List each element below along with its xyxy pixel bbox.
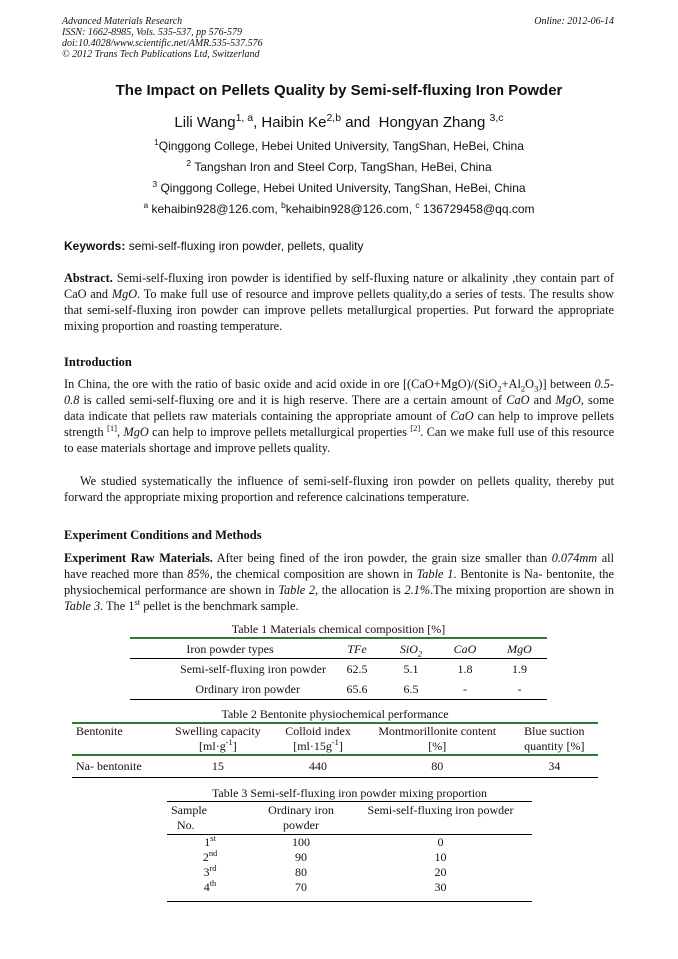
intro-text-f: , some data indicate that pellets raw materials containing the appropriate amount of [64,393,614,423]
table1-cell: 1.9 [512,661,527,676]
experiment-text-2: all have reached more than [64,551,615,581]
intro-cao-1: CaO [506,393,530,407]
table2-header-blue-suction [511,724,598,754]
experiment-table1-ref[interactable]: Table 1 [416,567,454,581]
table1-header-cao: CaO [453,641,477,656]
journal-issn: ISSN: 1662-8985, Vols. 535-537, pp 576-579 [62,27,242,38]
table2-h4a: Montmorillonite content [378,724,497,738]
table2-h5a: Blue suction [524,724,585,738]
author-1: Lili Wang [174,114,236,131]
experiment-text-5: , the allocation is [315,583,401,597]
affiliation-1-text: Qinggong College, Hebei United University, TangShan, HeBei, China [158,139,524,153]
intro-text-e: is called semi-self-fluxing ore and it is high reserve. There are a certain amount of [83,393,503,407]
table3-h1a: Sample [171,803,207,817]
table3-sample-sup: rd [209,864,217,873]
table1-cell: 5.1 [403,661,419,676]
intro-ref-2[interactable]: [2] [410,422,421,433]
affiliation-3-sup: 3 [152,179,158,189]
author-2-sup: 2,b [326,112,342,124]
table3-cell: 100 [292,835,310,849]
table2-h2b: [ml·g [199,739,226,753]
keywords-label: Keywords: [64,239,126,253]
table1-top-rule [130,637,547,639]
table3-sample-sup: nd [208,849,218,858]
experiment-text-6: .The mixing proportion are shown in [430,583,615,597]
intro-and: and [533,393,552,407]
intro-sub-2: 2 [520,383,526,394]
table2-row [72,756,598,776]
table2-cell: 80 [431,758,444,773]
intro-mgo-1: MgO [555,393,581,407]
abstract-mgo: MgO [111,287,138,301]
experiment-label: Experiment Raw Materials. [64,551,213,565]
experiment-st: st [134,596,141,607]
table3-sample: 3 [203,865,210,879]
experiment-table2-ref[interactable]: Table 2 [278,583,316,597]
table2-header-montmorillonite [364,724,511,754]
intro-text-i: can help to improve pellets metallurgical properties [152,425,407,439]
intro-range: 0.5-0.8 [64,377,614,407]
journal-name: Advanced Materials Research [62,16,183,27]
experiment-table3-ref[interactable]: Table 3 [64,599,101,613]
table3-header-semi: Semi-self-fluxing iron powder [367,803,514,817]
author-2: Haibin Ke [261,114,327,131]
table1-header-sio2: SiO [399,641,418,656]
table2-cell: Na- bentonite [76,758,142,773]
table1-header-tfe: TFe [347,641,367,656]
intro-text-a: In China, the ore with the ratio of basic oxide and acid oxide in ore [(CaO+MgO)/(SiO [64,377,498,391]
author-3-sup: 3,c [489,112,504,124]
table1 [130,640,547,699]
table3-cell: 70 [295,880,307,894]
affiliation-2-sup: 2 [186,158,191,168]
table2-cell: 440 [309,758,328,773]
table1-caption: Table 1 Materials chemical composition [%] [231,622,446,636]
table1-sio2-sub: 2 [417,648,423,658]
introduction-heading: Introduction [64,355,132,369]
table2-header-bentonite: Bentonite [76,724,123,738]
table3-row [167,865,532,880]
table3-h2b: powder [283,818,319,832]
table1-bottom-rule [130,699,547,700]
intro-sub-1: 2 [497,383,502,394]
intro-cao-2: CaO [450,409,474,423]
table1-cell: - [463,681,467,696]
table1-header-row [130,640,547,658]
table1-cell: - [517,681,522,696]
table1-cell: 6.5 [403,681,419,696]
experiment-paragraph [64,550,614,614]
abstract [64,270,614,334]
table3-sample: 1 [204,835,211,849]
table2-h2a: Swelling capacity [175,724,261,738]
email-b[interactable]: kehaibin928@126.com, [285,202,413,216]
table3-header-row [167,803,532,833]
email-a[interactable]: kehaibin928@126.com, [151,202,278,216]
table2-h3a: Colloid index [285,724,351,738]
journal-header [62,16,263,60]
table3-caption: Table 3 Semi-self-fluxing iron powder mixing proportion [211,786,488,800]
experiment-text-7: . The 1 [100,599,135,613]
journal-doi: doi:10.4028/www.scientific.net/AMR.535-537.576 [62,38,263,49]
table3-sample: 4 [203,880,210,894]
email-c-sup: c [415,200,420,210]
table1-cell: Semi-self-fluxing iron powder [180,661,326,676]
paper-title: The Impact on Pellets Quality by Semi-self-fluxing Iron Powder [115,82,563,99]
affiliation-1 [0,139,678,153]
table1-cell: 65.6 [346,681,368,696]
table1-row [130,659,547,679]
table3-bottom-rule [167,901,532,902]
table2-caption: Table 2 Bentonite physiochemical performance [221,707,449,721]
table1-cell: 1.8 [457,661,473,676]
table3-cell: 10 [434,850,447,864]
experiment-size: 0.074mm [551,551,598,565]
keywords-text: semi-self-fluxing iron powder, pellets, quality [128,239,364,253]
author-1-sup: 1, a [235,112,254,124]
email-c[interactable]: 136729458@qq.com [422,202,535,216]
table2-h3b: [ml·15g [293,739,332,753]
email-b-sup: b [281,200,286,210]
experiment-text-3: , the chemical composition are shown in [209,567,413,581]
experiment-text-8: pellet is the benchmark sample. [143,599,299,613]
email-line [0,202,678,216]
table1-cell: 62.5 [346,661,368,676]
table3-cell: 80 [295,865,307,879]
table3-h1b: No. [177,818,195,832]
table1-cell: Ordinary iron powder [195,681,300,696]
abstract-text-1: Semi-self-fluxing iron powder is identified by self-fluxing nature or alkalinity ,they contain part of CaO and [64,271,614,301]
table1-row [130,679,547,699]
table2-header-swelling: Swelling capacity $[ml\cdot g^{-1}]$ [163,724,272,754]
experiment-text-1: After being fined of the iron powder, the grain size smaller than [216,551,548,565]
experiment-text-4: . Bentonite is Na- bentonite, the physiochemical performance are shown in [64,567,614,597]
table3-header-sample [167,803,253,833]
table3-cell: 30 [434,880,447,894]
table3-row [167,880,532,895]
table2-header-colloid: Colloid index $[ml\cdot 15g^{-1}]$ [272,724,363,754]
table3-row [167,850,532,865]
affiliation-3 [0,181,678,195]
experiment-alloc: 2.1% [404,583,431,597]
table2 [72,724,598,776]
intro-ref-1[interactable]: [1] [106,422,118,433]
table2-h2sup: -1 [225,738,233,747]
author-3: Hongyan Zhang [378,114,486,131]
table3-cell: 90 [295,850,307,864]
table3 [167,803,532,895]
table3-h2a: Ordinary iron [268,803,334,817]
intro-text-d: )] between [538,377,592,391]
table2-h4b: [%] [428,739,447,753]
keywords [64,238,614,254]
table3-row [167,835,532,850]
table3-sample: 2 [202,850,209,864]
journal-copyright: © 2012 Trans Tech Publications Ltd, Switzerland [62,49,260,60]
online-date: Online: 2012-06-14 [534,16,614,27]
table2-bottom-rule [72,777,598,778]
table1-header-type: Iron powder types [186,641,274,656]
experiment-heading: Experiment Conditions and Methods [64,528,262,542]
table3-header-ordinary [253,803,349,833]
affiliation-1-sup: 1 [154,137,159,147]
affiliation-3-text: Qinggong College, Hebei United University, TangShan, HeBei, China [160,181,526,195]
introduction-paragraph-1 [64,376,614,456]
intro-text-g: can help to improve pellets strength [64,409,615,439]
table3-top-rule [167,801,532,802]
affiliation-2-text: Tangshan Iron and Steel Corp, TangShan, HeBei, China [194,160,492,174]
table3-cell: 20 [434,865,447,879]
intro-mgo-2: MgO [123,425,149,439]
intro-text-b: +Al [501,377,521,391]
table1-header-mgo: MgO [507,641,532,656]
table3-cell: 0 [437,835,444,849]
affiliation-2 [0,160,678,174]
table2-header-row [72,724,598,754]
author-line: Lili Wang$^{1, a}$, Haibin Ke$^{2,b}$ and Hongyan Zhang $^{3,c}$ [174,112,504,131]
experiment-pct: 85% [187,567,210,581]
intro-sub-3: 3 [534,383,539,394]
intro-text-h: , [117,425,121,439]
introduction-paragraph-2: We studied systematically the influence of semi-self-fluxing iron powder on pellets quality, thereby put forward the appropriate mixing proportion and reference calcinations temperature. [64,474,614,504]
author-and: and [345,114,371,131]
abstract-label: Abstract. [64,271,113,285]
table3-sample-sup: th [209,879,217,888]
table2-cell: 15 [211,758,224,773]
email-a-sup: a [143,200,149,210]
intro-text-j: . Can we make full use of this resource to ease materials shortage and improve pellets quality. [64,425,615,455]
table2-h5b: quantity [%] [524,739,585,753]
intro-text-c: O [525,377,535,391]
table2-h3sup: -1 [331,738,339,747]
table2-cell: 34 [548,758,561,773]
abstract-text-2: . To make full use of resource and improve pellets quality,do a series of tests. The results show that semi-self-fluxing iron powder can improve pellets metallurgical properties. Put forward the appropriate mixing proportion and roasting temperature. [64,287,615,333]
table3-sample-sup: st [210,834,216,843]
